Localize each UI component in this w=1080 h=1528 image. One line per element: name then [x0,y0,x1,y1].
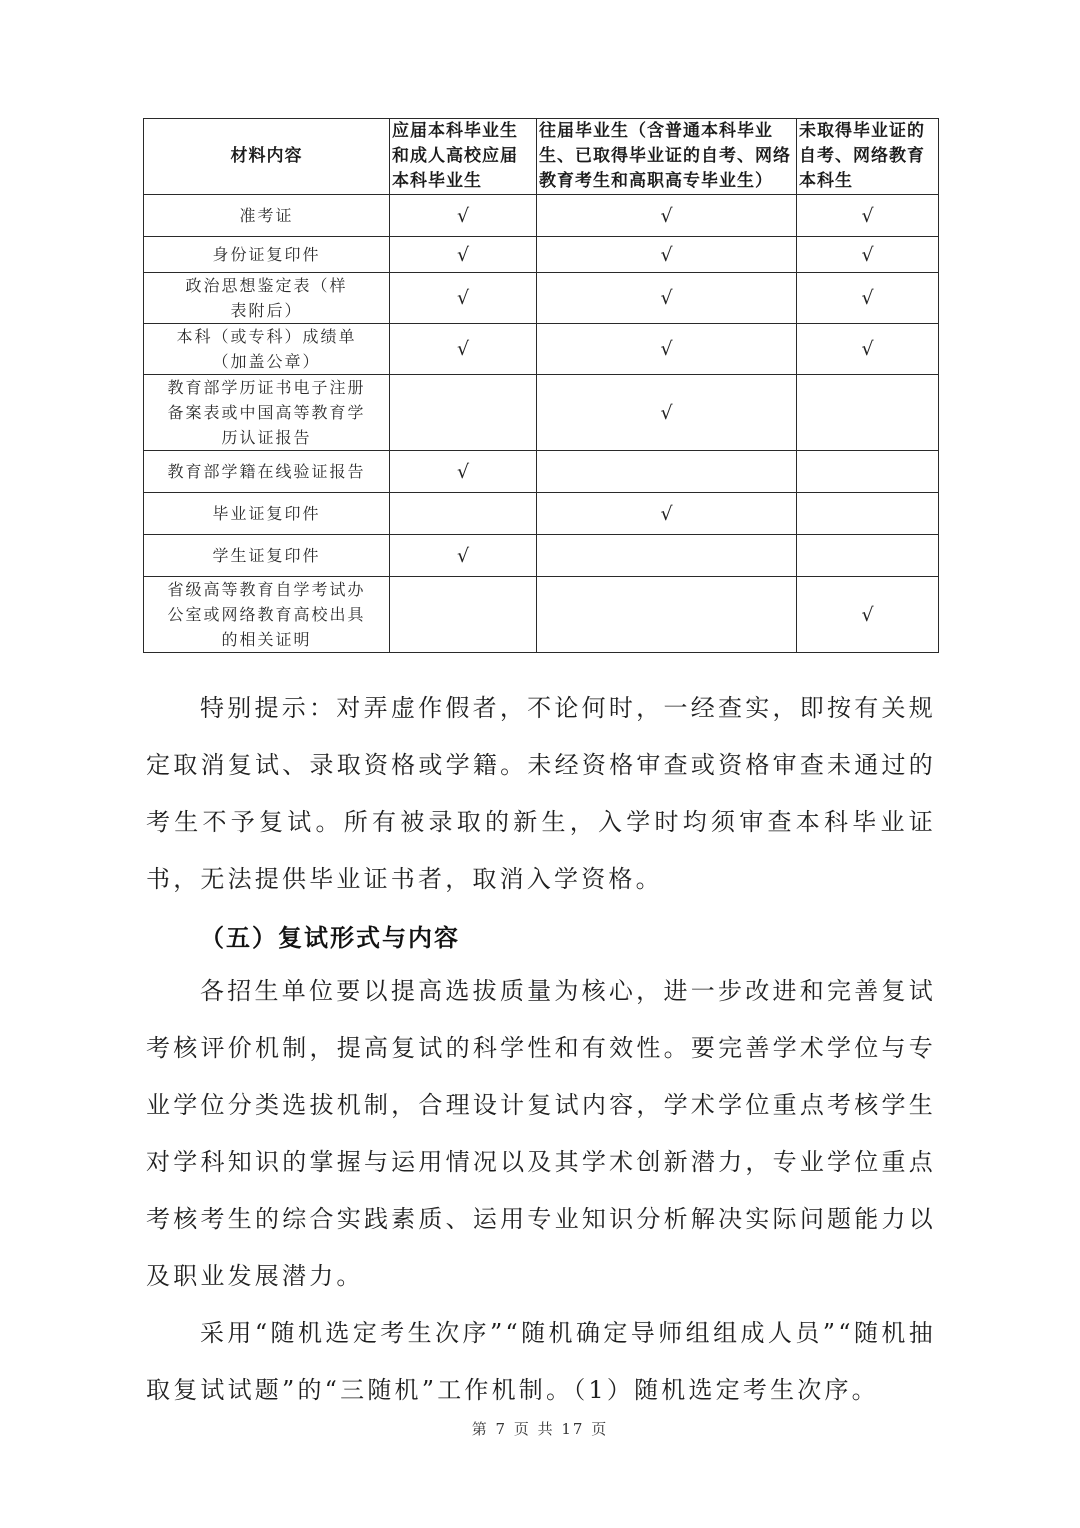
row-label: 学生证复印件 [144,535,390,577]
table-row [144,195,939,237]
row-label: 本科（或专科）成绩单（加盖公章） [144,324,390,375]
check-mark: √ [390,324,537,375]
check-mark: √ [537,195,797,237]
table-row [144,273,939,324]
check-mark: √ [797,324,939,375]
check-mark [390,493,537,535]
check-mark: √ [390,195,537,237]
check-mark: √ [390,451,537,493]
check-mark [797,375,939,451]
check-mark: √ [390,535,537,577]
table-row [144,535,939,577]
row-label: 教育部学籍在线验证报告 [144,451,390,493]
check-mark [537,451,797,493]
header-past-graduates: 往届毕业生（含普通本科毕业生、已取得毕业证的自考、网络教育考生和高职高专毕业生） [537,119,797,195]
row-label: 身份证复印件 [144,237,390,273]
check-mark [537,535,797,577]
body-paragraph-2: 采用“随机选定考生次序”“随机确定导师组组成人员”“随机抽取复试试题”的“三随机”工作机制。（1）随机选定考生次序。 [146,1319,936,1404]
check-mark [797,493,939,535]
check-mark: √ [537,324,797,375]
row-label: 教育部学历证书电子注册备案表或中国高等教育学历认证报告 [144,375,390,451]
row-label: 省级高等教育自学考试办公室或网络教育高校出具的相关证明 [144,577,390,653]
check-mark [797,535,939,577]
header-fresh-graduates: 应届本科毕业生和成人高校应届本科毕业生 [390,119,537,195]
check-mark [537,577,797,653]
page-footer: 第 7 页 共 17 页 [471,1420,609,1438]
check-mark: √ [797,237,939,273]
check-mark: √ [537,273,797,324]
header-material: 材料内容 [144,119,390,195]
check-mark [390,577,537,653]
check-mark: √ [797,577,939,653]
check-mark: √ [797,195,939,237]
check-mark: √ [537,493,797,535]
check-mark: √ [537,375,797,451]
header-no-certificate: 未取得毕业证的自考、网络教育本科生 [797,119,939,195]
check-mark [390,375,537,451]
table-row [144,577,939,653]
table-row [144,451,939,493]
check-mark: √ [390,273,537,324]
section-heading: （五）复试形式与内容 [200,923,460,952]
check-mark: √ [797,273,939,324]
materials-table [143,118,939,653]
row-label: 准考证 [144,195,390,237]
table-header-row [144,119,939,195]
check-mark: √ [537,237,797,273]
check-mark [797,451,939,493]
table-row [144,324,939,375]
row-label: 毕业证复印件 [144,493,390,535]
row-label: 政治思想鉴定表（样表附后） [144,273,390,324]
notice-paragraph: 特别提示：对弄虚作假者，不论何时，一经查实，即按有关规定取消复试、录取资格或学籍。未经资格审查或资格审查未通过的考生不予复试。所有被录取的新生，入学时均须审查本科毕业证书，无法提供毕业证书者，取消入学资格。 [146,694,936,893]
table-row [144,237,939,273]
check-mark: √ [390,237,537,273]
table-row [144,493,939,535]
body-paragraph-1: 各招生单位要以提高选拔质量为核心，进一步改进和完善复试考核评价机制，提高复试的科学性和有效性。要完善学术学位与专业学位分类选拔机制，合理设计复试内容，学术学位重点考核学生对学科知识的掌握与运用情况以及其学术创新潜力，专业学位重点考核考生的综合实践素质、运用专业知识分析解决实际问题能力以及职业发展潜力。 [146,977,936,1290]
table-row [144,375,939,451]
